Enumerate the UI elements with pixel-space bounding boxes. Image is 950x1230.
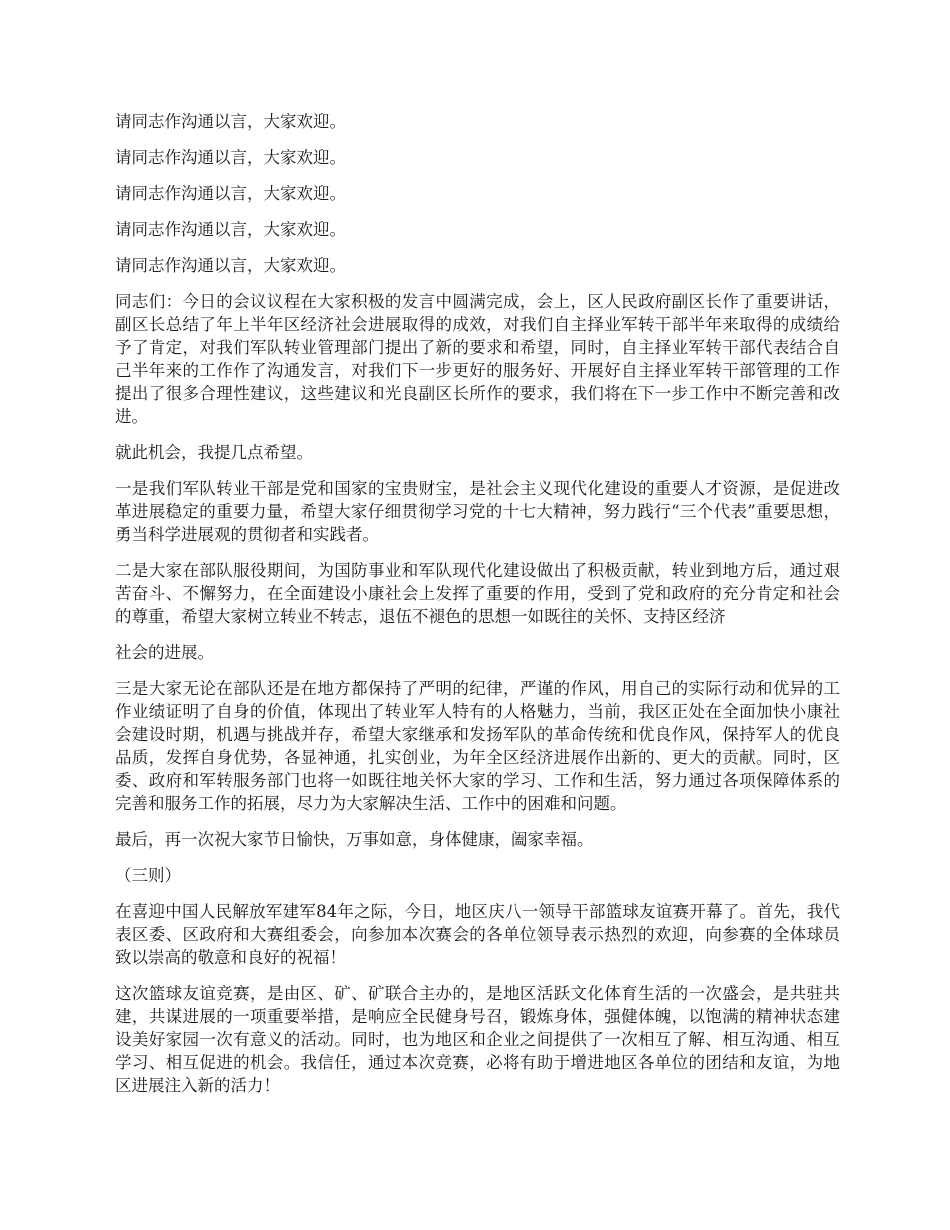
paragraph-13: （三则）	[115, 866, 181, 885]
paragraph-6: 同志们：今日的会议议程在大家积极的发言中圆满完成，会上，区人民政府副区长作了重要讲话，副区长总结了年上半年区经济社会进展取得的成效，对我们自主择业军转干部半年来取得的成绩给予了肯定，对我们军队转业管理部门提出了新的要求和希望，同时，自主择业军转干部代表结合自己半年来的工作作了沟通发言，对我们下一步更好的服务好、开展好自主择业军转干部管理的工作提出了很多合理性建议，这些建议和光良副区长所作的要求，我们将在下一步工作中不断完善和改进。	[115, 292, 840, 426]
paragraph-7: 就此机会，我提几点希望。	[115, 443, 313, 462]
paragraph-9: 二是大家在部队服役期间，为国防事业和军队现代化建设做出了积极贡献，转业到地方后，通过艰苦奋斗、不懈努力，在全面建设小康社会上发挥了重要的作用，受到了党和政府的充分肯定和社会的尊重，希望大家树立转业不转志，退伍不褪色的思想一如既往的关怀、支持区经济	[115, 561, 840, 626]
paragraph-5: 请同志作沟通以言，大家欢迎。	[115, 256, 346, 275]
paragraph-4: 请同志作沟通以言，大家欢迎。	[115, 220, 346, 239]
paragraph-11: 三是大家无论在部队还是在地方都保持了严明的纪律，严谨的作风，用自己的实际行动和优异的工作业绩证明了自身的价值，体现出了转业军人特有的人格魅力，当前，我区正处在全面加快小康社会建设时期，机遇与挑战并存，希望大家继承和发扬军队的革命传统和优良作风，保持军人的优良品质，发挥自身优势，各显神通，扎实创业，为年全区经济进展作出新的、更大的贡献。同时，区委、政府和军转服务部门也将一如既往地关怀大家的学习、工作和生活，努力通过各项保障体系的完善和服务工作的拓展，尽力为大家解决生活、工作中的困难和问题。	[115, 679, 840, 813]
paragraph-15: 这次篮球友谊竞赛，是由区、矿、矿联合主办的，是地区活跃文化体育生活的一次盛会，是共驻共建，共谋进展的一项重要举措，是响应全民健身号召，锻炼身体，强健体魄，以饱满的精神状态建设美好家园一次有意义的活动。同时，也为地区和企业之间提供了一次相互了解、相互沟通、相互学习、相互促进的机会。我信任，通过本次竞赛，必将有助于增进地区各单位的团结和友谊，为地区进展注入新的活力！	[115, 984, 840, 1095]
paragraph-1: 请同志作沟通以言，大家欢迎。	[115, 112, 346, 131]
paragraph-2: 请同志作沟通以言，大家欢迎。	[115, 148, 346, 167]
paragraph-10: 社会的进展。	[115, 643, 214, 662]
paragraph-14: 在喜迎中国人民解放军建军84年之际，今日，地区庆八一领导干部篮球友谊赛开幕了。首先，我代表区委、区政府和大赛组委会，向参加本次赛会的各单位领导表示热烈的欢迎，向参赛的全体球员致以崇高的敬意和良好的祝福！	[115, 902, 840, 967]
document-body	[115, 110, 840, 1110]
paragraph-12: 最后，再一次祝大家节日愉快，万事如意，身体健康，阖家幸福。	[115, 830, 594, 849]
paragraph-3: 请同志作沟通以言，大家欢迎。	[115, 184, 346, 203]
paragraph-8: 一是我们军队转业干部是党和国家的宝贵财宝，是社会主义现代化建设的重要人才资源，是促进改革进展稳定的重要力量，希望大家仔细贯彻学习党的十七大精神，努力践行“三个代表”重要思想，勇当科学进展观的贯彻者和实践者。	[115, 479, 840, 544]
